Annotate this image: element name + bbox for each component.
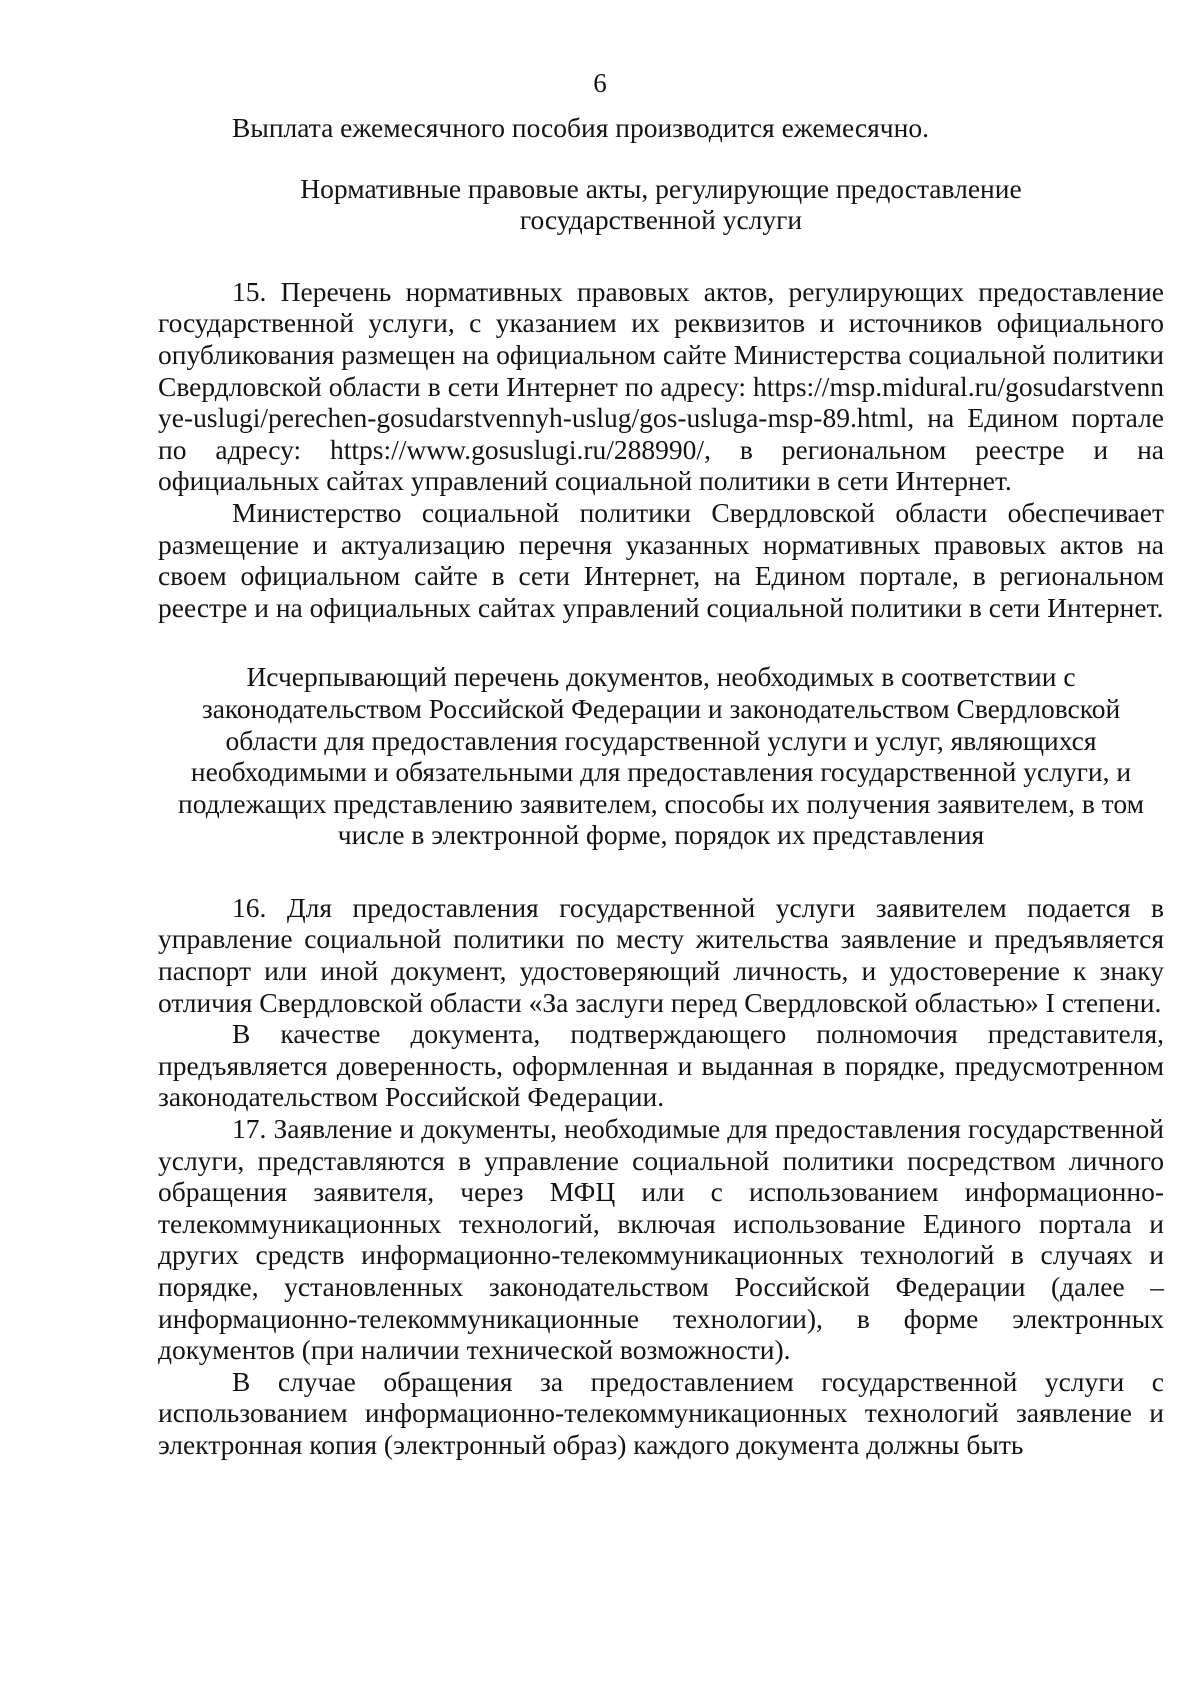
paragraph-representative: В качестве документа, подтверждающего полномочия представителя, предъявляется доверенность, оформленная и выданная в порядке, предусмотренном законодательством Российской Федерации. bbox=[158, 1018, 1164, 1113]
paragraph-electronic-submission: В случае обращения за предоставлением государственной услуги с использованием информационно-телекоммуникационных технологий заявление и электронная копия (электронный образ) каждого документа должны быть bbox=[158, 1365, 1164, 1460]
section-heading-regulatory-acts: Нормативные правовые акты, регулирующие предоставление государственной услуги bbox=[300, 172, 1022, 236]
paragraph-15-text: 15. Перечень нормативных правовых актов, регулирующих предоставление государственной услуги, с указанием их реквизитов и источников официального опубликования размещен на официальном сайте Министерства социальной политики Свердловской области в сети Интернет по адресу: bbox=[158, 275, 1164, 402]
ministry-url-link[interactable]: https://msp.midural.ru/gosudarstvennye-uslugi/perechen-gosudarstvennyh-uslug/gos-usluga-msp-89.html bbox=[158, 370, 1164, 434]
paragraph-ministry-duty: Министерство социальной политики Свердловской области обеспечивает размещение и актуализацию перечня указанных нормативных правовых актов на своем официальном сайте в сети Интернет, на Едином портале, в региональном реестре и на официальных сайтах управлений социальной политики в сети Интернет. bbox=[158, 496, 1164, 623]
document-body bbox=[158, 112, 1164, 1461]
page-number: 6 bbox=[593, 68, 607, 98]
section-heading-documents-list: Исчерпывающий перечень документов, необходимых в соответствии с законодательством Российской Федерации и законодательством Свердловской области для предоставления государственной услуги и услуг, являющихся необходимыми и обязательными для предоставления государственной услуги, и подлежащих представлению заявителем, способы их получения заявителем, в том числе в электронной форме, порядок их представления bbox=[178, 661, 1144, 851]
paragraph-17: 17. Заявление и документы, необходимые для предоставления государственной услуги, представляются в управление социальной политики посредством личного обращения заявителя, через МФЦ или с использованием информационно-телекоммуникационных технологий, включая использование Единого портала и других средств информационно-телекоммуникационных технологий в случаях и порядке, установленных законодательством Российской Федерации (далее – информационно-телекоммуникационные технологии), в форме электронных документов (при наличии технической возможности). bbox=[158, 1113, 1164, 1366]
paragraph-16: 16. Для предоставления государственной услуги заявителем подается в управление социальной политики по месту жительства заявление и предъявляется паспорт или иной документ, удостоверяющий личность, и удостоверение к знаку отличия Свердловской области «За заслуги перед Свердловской областью» I степени. bbox=[158, 891, 1164, 1018]
paragraph-payment-frequency: Выплата ежемесячного пособия производится ежемесячно. bbox=[232, 112, 929, 143]
paragraph-15 bbox=[158, 276, 1164, 497]
paragraph-15-text-cont: , на Едином портале по адресу: https://www.gosuslugi.ru/288990/, в региональном реестре и на официальных сайтах управлений социальной политики в сети Интернет. bbox=[158, 402, 1164, 497]
